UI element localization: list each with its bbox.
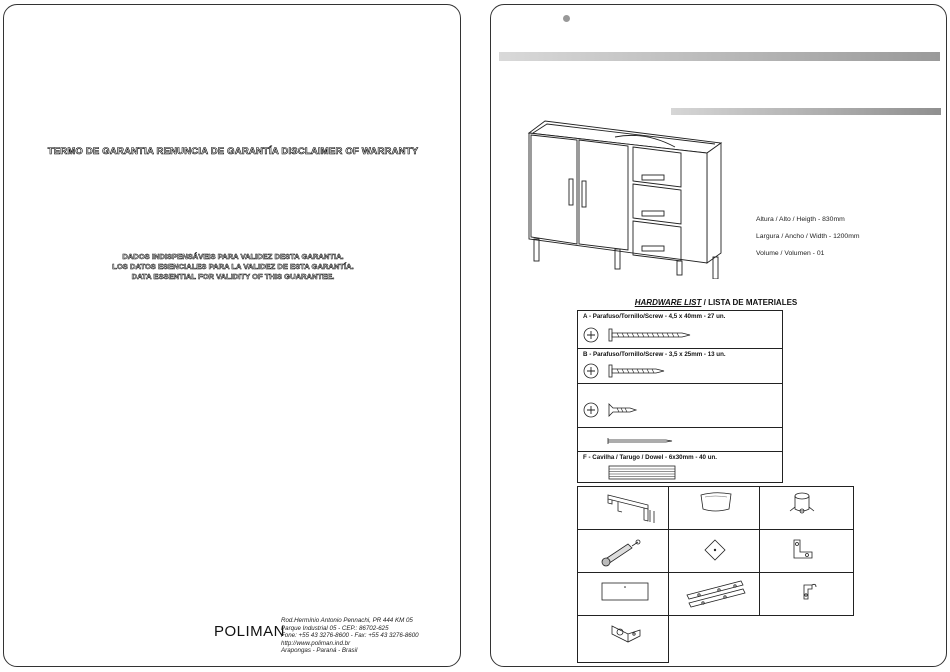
hardware-item-a	[578, 311, 782, 349]
hardware-item-c	[578, 384, 782, 428]
bracket-icon	[760, 530, 855, 574]
cup-hinge-icon	[760, 487, 855, 531]
screw-b-icon	[582, 361, 682, 381]
width-spec: Largura / Ancho / Width - 1200mm	[756, 233, 860, 240]
hardware-item-b	[578, 349, 782, 384]
hardware-title-en: HARDWARE LIST	[634, 298, 702, 307]
handle-icon	[578, 487, 670, 531]
nail-icon	[606, 436, 676, 446]
hardware-item-f	[578, 452, 782, 484]
cabinet-illustration	[525, 117, 725, 279]
essential-data-es: LOS DATOS ESENCIALES PARA LA VALIDEZ DE ESTA GARANTÍA.	[112, 262, 354, 271]
hardware-list-box	[577, 310, 783, 483]
essential-data-en: DATA ESSENTIAL FOR VALIDITY OF THIS GUARANTEE.	[131, 272, 335, 281]
product-page	[490, 4, 947, 667]
warranty-page	[3, 4, 461, 667]
accessory-bracket	[759, 529, 854, 573]
screw-c-icon	[582, 400, 652, 420]
address-line: Parque Industrial 05 - CEP.: 86702-625	[281, 624, 389, 632]
corner-plate-icon	[669, 530, 761, 574]
address-line: Arapongas - Paraná - Brasil	[281, 647, 358, 655]
bag-icon	[669, 487, 761, 531]
address-line: http://www.poliman.ind.br	[281, 639, 351, 647]
accessory-plate	[668, 529, 760, 573]
height-spec: Altura / Alto / Heigth - 830mm	[756, 216, 845, 223]
company-address	[281, 617, 419, 655]
section-bar	[671, 108, 941, 115]
accessory-hinge	[577, 615, 669, 663]
hinge-icon	[578, 616, 670, 664]
label-plate-icon	[578, 573, 670, 617]
brand-logo: POLIMAN	[214, 623, 286, 640]
hardware-item-label: F - Cavilha / Tarugo / Dowel - 6x30mm - 40 un.	[583, 454, 717, 461]
hardware-list-title	[581, 298, 851, 307]
dimensions-block	[756, 211, 860, 262]
dowel-icon	[608, 465, 678, 481]
essential-data-pt: DADOS INDISPENSÁVEIS PARA VALIDEZ DESTA GARANTIA.	[122, 252, 344, 261]
drawer-slide-icon	[669, 573, 761, 617]
volume-spec: Volume / Volumen - 01	[756, 250, 825, 257]
accessory-clip	[759, 572, 854, 616]
dot-marker	[563, 15, 570, 22]
address-line: Fone: +55 43 3276-8600 - Fax: +55 43 3276-8600	[281, 632, 419, 640]
accessory-label	[577, 572, 669, 616]
accessory-handle	[577, 486, 669, 530]
hardware-item-label: A - Parafuso/Tornillo/Screw - 4,5 x 40mm - 27 un.	[583, 313, 726, 320]
essential-data-block	[4, 252, 462, 282]
hardware-item-label: B - Parafuso/Tornillo/Screw - 3,5 x 25mm - 13 un.	[583, 351, 726, 358]
hardware-title-es: / LISTA DE MATERIALES	[701, 298, 798, 307]
accessory-slide	[668, 572, 760, 616]
screw-a-icon	[582, 324, 702, 344]
cam-bolt-icon	[578, 530, 670, 574]
accessory-cup	[759, 486, 854, 530]
warranty-title: TERMO DE GARANTIA RENUNCIA DE GARANTÍA DISCLAIMER OF WARRANTY	[47, 146, 419, 157]
header-bar	[499, 52, 940, 61]
clip-icon	[760, 573, 855, 617]
hardware-item-d	[578, 428, 782, 452]
accessory-cam-lock	[577, 529, 669, 573]
address-line: Rod.Hermínio Antonio Pennachi, PR 444 KM 05	[281, 617, 413, 624]
accessory-bag	[668, 486, 760, 530]
